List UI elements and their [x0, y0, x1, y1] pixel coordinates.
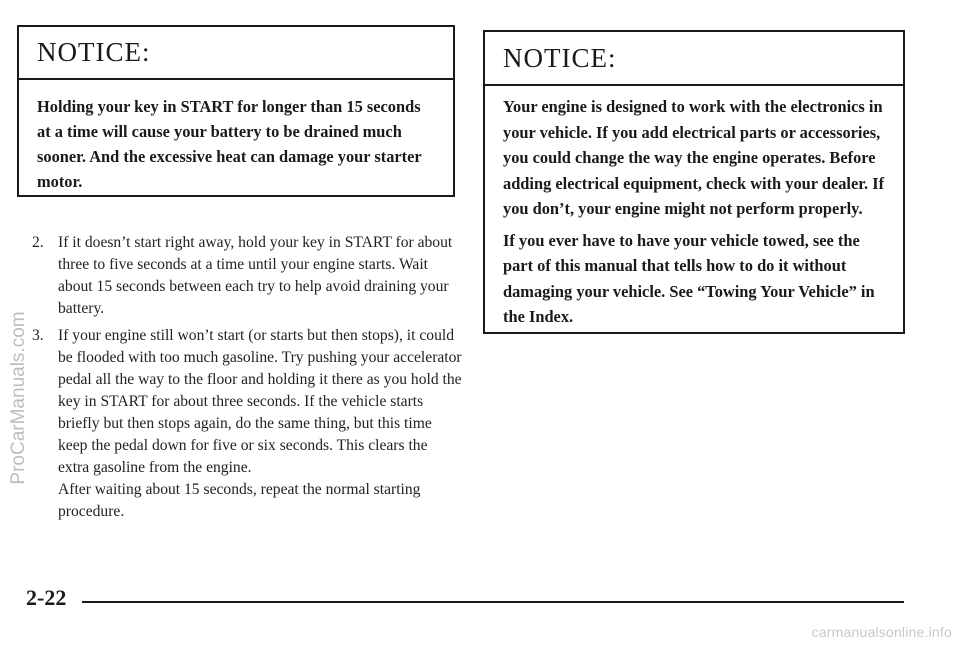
- notice-text-left: Holding your key in START for longer than 15 seconds at a time will cause your battery to be drained much sooner. And the excessive heat can damage your starter motor.: [37, 97, 422, 191]
- step-item: [32, 232, 462, 320]
- step-text-continued: After waiting about 15 seconds, repeat the normal starting procedure.: [58, 481, 421, 520]
- footer-divider: [82, 601, 904, 603]
- steps-list: [32, 232, 462, 528]
- step-number: 3.: [32, 327, 44, 344]
- notice-text-right-1: Your engine is designed to work with the electronics in your vehicle. If you add electrical parts or accessories, you could change the way the engine operates. Before adding electrical equipment, check with your dealer. If you don’t, your engine might not perform properly.: [503, 97, 885, 218]
- step-text: If your engine still won’t start (or starts but then stops), it could be flooded with too much gasoline. Try pushing your accelerator pedal all the way to the floor and holding it there as you hold the key in START for about three seconds. If the vehicle starts briefly but then stops again, do the same thing, but this time keep the pedal down for five or six seconds. This clears the extra gasoline from the engine.: [58, 327, 462, 476]
- step-number: 2.: [32, 234, 44, 251]
- notice-box-left: [17, 25, 455, 197]
- site-watermark: carmanualsonline.info: [811, 624, 952, 640]
- notice-box-right: [483, 30, 905, 334]
- watermark-text: ProCarManuals.com: [8, 311, 29, 485]
- notice-title-right: NOTICE:: [485, 32, 903, 86]
- page-number: 2-22: [26, 585, 67, 610]
- side-watermark: [4, 248, 30, 548]
- notice-text-right-2: If you ever have to have your vehicle towed, see the part of this manual that tells how to do it without damaging your vehicle. See “Towing Your Vehicle” in the Index.: [503, 230, 875, 326]
- step-text: If it doesn’t start right away, hold your key in START for about three to five seconds at a time until your engine starts. Wait about 15 seconds between each try to help avoid draining your battery.: [58, 234, 453, 317]
- step-item: [32, 325, 462, 523]
- notice-title-left: NOTICE:: [19, 27, 453, 80]
